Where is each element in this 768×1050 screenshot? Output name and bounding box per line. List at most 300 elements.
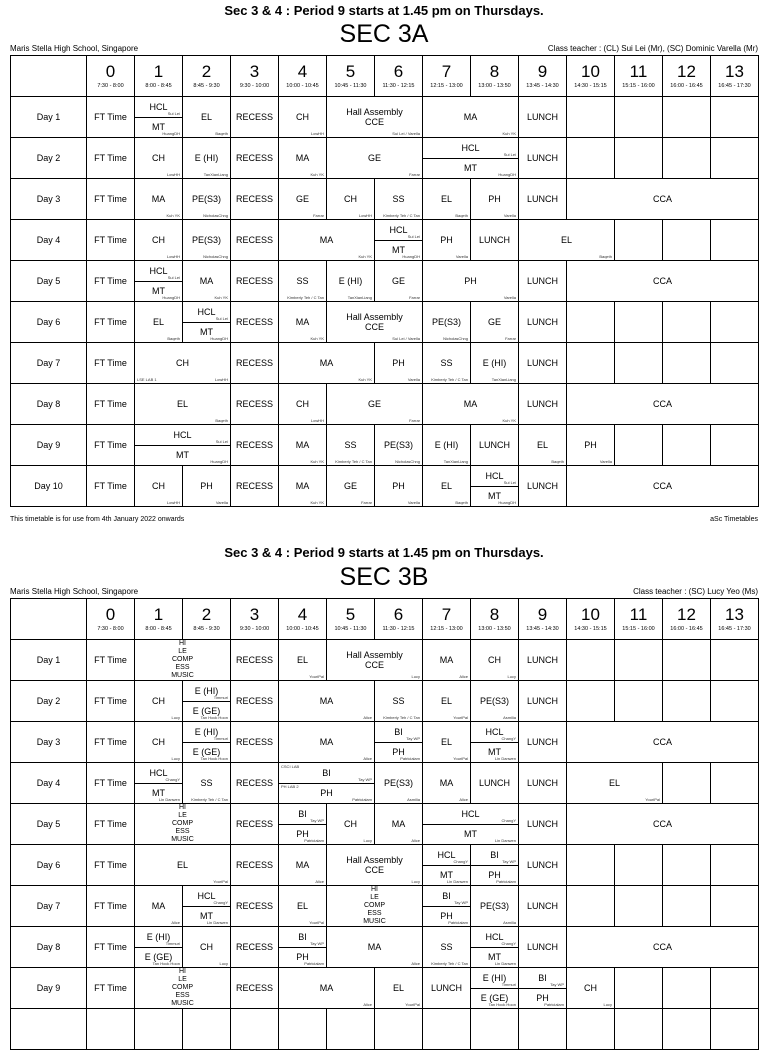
lesson-cell: GE Farrar xyxy=(279,179,327,220)
lesson-cell: SS Kimberly Teh / C Tan xyxy=(327,425,375,466)
day-row xyxy=(11,681,759,722)
empty-cell xyxy=(471,1009,519,1050)
class-title: SEC 3B xyxy=(339,563,429,591)
empty-cell xyxy=(711,845,759,886)
lesson-cell-split: BI Tay WP PH Patricialam xyxy=(519,968,567,1009)
lesson-cell: GE Farrar xyxy=(327,384,423,425)
lesson-cell: CH LowHH xyxy=(135,466,183,507)
lesson-cell-stack: HI LE COMP ESS MUSIC xyxy=(135,804,231,845)
lunch-cell: LUNCH xyxy=(471,763,519,804)
recess-cell: RECESS xyxy=(231,220,279,261)
day-label xyxy=(11,1009,87,1050)
lesson-cell-split: BI CSCI LAB Tay WP PH PH LAB 2 Patricialam xyxy=(279,763,375,804)
lesson-cell: PE(S3) NicholasChng xyxy=(423,302,471,343)
lesson-cell-split: BI Tay WP PH Patricialam xyxy=(279,927,327,968)
period-header: 1 8:00 - 8:45 xyxy=(135,599,183,640)
lunch-cell: LUNCH xyxy=(471,425,519,466)
lesson-cell-stack: HI LE COMP ESS MUSIC xyxy=(135,968,231,1009)
lunch-cell: LUNCH xyxy=(519,804,567,845)
period-header: 8 13:00 - 13:50 xyxy=(471,599,519,640)
empty-cell xyxy=(663,1009,711,1050)
cca-cell: CCA xyxy=(567,179,759,220)
timetable-sec3b xyxy=(10,598,759,1050)
lesson-cell: E (HI) TanXianLiang xyxy=(183,138,231,179)
day-row xyxy=(11,886,759,927)
footer-note: This timetable is for use from 4th January 2022 onwards xyxy=(10,516,185,523)
empty-cell xyxy=(663,138,711,179)
lesson-cell: PE(S3) Asmilia xyxy=(375,763,423,804)
lesson-cell: MA Kuh YK xyxy=(183,261,231,302)
cca-cell: CCA xyxy=(567,927,759,968)
period-header: 3 9:30 - 10:00 xyxy=(231,599,279,640)
lesson-cell: PE(S3) NicholasChng xyxy=(375,425,423,466)
empty-cell xyxy=(615,681,663,722)
lesson-cell: GE Farrar xyxy=(327,466,375,507)
period-header: 13 16:45 - 17:30 xyxy=(711,599,759,640)
lesson-cell: MA Alice xyxy=(279,681,375,722)
empty-cell xyxy=(567,845,615,886)
empty-cell xyxy=(231,1009,279,1050)
lesson-cell: EL Baqeth xyxy=(135,384,231,425)
empty-cell xyxy=(663,886,711,927)
day-label: Day 9 xyxy=(11,425,87,466)
lunch-cell: LUNCH xyxy=(519,97,567,138)
day-row xyxy=(11,220,759,261)
ft-time-cell: FT Time xyxy=(87,179,135,220)
empty-cell xyxy=(615,343,663,384)
ft-time-cell: FT Time xyxy=(87,97,135,138)
lesson-cell-split: HCL Sui Lei MT HuangDH xyxy=(423,138,519,179)
lesson-cell: Hall Assembly CCE Lucy xyxy=(327,640,423,681)
lesson-cell-split: HCL Sui Lei MT HuangDH xyxy=(375,220,423,261)
lesson-cell: EL YouriPal xyxy=(423,722,471,763)
period-header: 10 14:30 - 15:15 xyxy=(567,599,615,640)
recess-cell: RECESS xyxy=(231,97,279,138)
lesson-cell: CH LowHH xyxy=(135,220,183,261)
empty-cell xyxy=(567,343,615,384)
period-header: 12 16:00 - 16:45 xyxy=(663,56,711,97)
lesson-cell-split: HCL Sui Lei MT HuangDH xyxy=(183,302,231,343)
day-row xyxy=(11,179,759,220)
ft-time-cell: FT Time xyxy=(87,343,135,384)
day-row xyxy=(11,343,759,384)
period-header: 11 15:15 - 16:00 xyxy=(615,56,663,97)
lunch-cell: LUNCH xyxy=(519,384,567,425)
lesson-cell: CH LowHH xyxy=(135,138,183,179)
ft-time-cell: FT Time xyxy=(87,845,135,886)
empty-cell xyxy=(663,968,711,1009)
school-name: Maris Stella High School, Singapore xyxy=(10,587,139,596)
day-row xyxy=(11,968,759,1009)
empty-cell xyxy=(615,968,663,1009)
empty-cell xyxy=(711,343,759,384)
lesson-cell: PE(S3) Asmilia xyxy=(471,886,519,927)
lesson-cell: PE(S3) NicholasChng xyxy=(183,179,231,220)
cca-cell: CCA xyxy=(567,384,759,425)
lesson-cell: SS Kimberly Teh / C Tan xyxy=(375,179,423,220)
lesson-cell-split: E (HI) Timmuri E (GE) Tan Hock Hoon xyxy=(471,968,519,1009)
lesson-cell: EL YouriPal xyxy=(567,763,663,804)
lesson-cell: MA Kuh YK xyxy=(423,384,519,425)
day-label: Day 6 xyxy=(11,845,87,886)
lesson-cell: SS Kimberly Teh / C Tan xyxy=(183,763,231,804)
empty-cell xyxy=(423,1009,471,1050)
recess-cell: RECESS xyxy=(231,466,279,507)
lesson-cell-split: HCL ChangY MT Lin Danwen xyxy=(135,763,183,804)
lunch-cell: LUNCH xyxy=(519,179,567,220)
empty-cell xyxy=(663,845,711,886)
day-label: Day 9 xyxy=(11,968,87,1009)
lesson-cell: SS Kimberly Teh / C Tan xyxy=(423,343,471,384)
lunch-cell: LUNCH xyxy=(519,466,567,507)
lesson-cell: MA Alice xyxy=(279,968,375,1009)
lesson-cell-split: HCL Sui Lei MT HuangDH xyxy=(135,425,231,466)
period-header: 5 10:45 - 11:30 xyxy=(327,599,375,640)
lesson-cell: EL YouriPal xyxy=(279,886,327,927)
lesson-cell-split: HCL ChangY MT Lin Danwen xyxy=(471,722,519,763)
lesson-cell-split: BI Tay WP PH Patricialam xyxy=(279,804,327,845)
lesson-cell: E (HI) TanXianLiang xyxy=(327,261,375,302)
day-label: Day 4 xyxy=(11,763,87,804)
recess-cell: RECESS xyxy=(231,886,279,927)
lesson-cell: Hall Assembly CCE Sui Lei / Varella xyxy=(327,97,423,138)
lesson-cell: EL Baqeth xyxy=(135,302,183,343)
empty-cell xyxy=(183,1009,231,1050)
empty-cell xyxy=(567,138,615,179)
day-label: Day 1 xyxy=(11,97,87,138)
lesson-cell: CH Lucy xyxy=(135,722,183,763)
day-row xyxy=(11,466,759,507)
lunch-cell: LUNCH xyxy=(519,302,567,343)
class-teacher: Class teacher : (SC) Lucy Yeo (Ms) xyxy=(633,587,758,596)
period-header: 9 13:45 - 14:30 xyxy=(519,56,567,97)
ft-time-cell: FT Time xyxy=(87,763,135,804)
school-name: Maris Stella High School, Singapore xyxy=(10,44,139,53)
empty-cell xyxy=(663,640,711,681)
lesson-cell: PE(S3) Asmilia xyxy=(471,681,519,722)
lesson-cell: EL Baqeth xyxy=(423,179,471,220)
lesson-cell: EL Baqeth xyxy=(519,425,567,466)
period-header: 6 11:30 - 12:15 xyxy=(375,56,423,97)
corner-cell xyxy=(11,56,87,97)
lesson-cell: PH Varella xyxy=(471,179,519,220)
cca-cell: CCA xyxy=(567,466,759,507)
lesson-cell: MA Kuh YK xyxy=(423,97,519,138)
lesson-cell: MA Kuh YK xyxy=(135,179,183,220)
empty-cell xyxy=(615,886,663,927)
period-header: 2 8:45 - 9:30 xyxy=(183,56,231,97)
period-header: 1 8:00 - 8:45 xyxy=(135,56,183,97)
day-label: Day 1 xyxy=(11,640,87,681)
day-row xyxy=(11,425,759,466)
empty-cell xyxy=(615,1009,663,1050)
ft-time-cell: FT Time xyxy=(87,804,135,845)
lunch-cell: LUNCH xyxy=(519,845,567,886)
ft-time-cell: FT Time xyxy=(87,384,135,425)
timetable-sec3a xyxy=(10,55,759,507)
lesson-cell: CH Lucy xyxy=(327,804,375,845)
lesson-cell: EL YouriPal xyxy=(375,968,423,1009)
lesson-cell: MA Alice xyxy=(423,640,471,681)
period-header: 4 10:00 - 10:45 xyxy=(279,599,327,640)
lesson-cell: MA Kuh YK xyxy=(279,425,327,466)
recess-cell: RECESS xyxy=(231,722,279,763)
period-header: 6 11:30 - 12:15 xyxy=(375,599,423,640)
lunch-cell: LUNCH xyxy=(519,763,567,804)
corner-cell xyxy=(11,599,87,640)
day-row xyxy=(11,138,759,179)
period-header: 9 13:45 - 14:30 xyxy=(519,599,567,640)
empty-cell xyxy=(327,1009,375,1050)
lesson-cell: EL YouriPal xyxy=(423,681,471,722)
lesson-cell: PH Varella xyxy=(375,466,423,507)
period-header-row xyxy=(11,56,759,97)
lesson-cell: CH LowHH xyxy=(327,179,375,220)
lesson-cell: SS Kimberly Teh / C Tan xyxy=(279,261,327,302)
ft-time-cell: FT Time xyxy=(87,886,135,927)
footer-brand: aSc Timetables xyxy=(710,516,758,523)
recess-cell: RECESS xyxy=(231,425,279,466)
empty-cell xyxy=(615,845,663,886)
lesson-cell: CH Lucy xyxy=(567,968,615,1009)
lesson-cell: E (HI) TanXianLiang xyxy=(423,425,471,466)
lesson-cell: EL Baqeth xyxy=(423,466,471,507)
period-header: 12 16:00 - 16:45 xyxy=(663,599,711,640)
recess-cell: RECESS xyxy=(231,927,279,968)
day-label: Day 4 xyxy=(11,220,87,261)
lesson-cell-split: HCL Sui Lei MT HuangDH xyxy=(135,97,183,138)
lesson-cell: MA Kuh YK xyxy=(279,343,375,384)
empty-cell xyxy=(615,425,663,466)
lesson-cell-split: E (HI) Timmuri E (GE) Tan Hock Hoon xyxy=(135,927,183,968)
empty-cell xyxy=(567,886,615,927)
lesson-cell: CH LowHH xyxy=(279,384,327,425)
lesson-cell-split: E (HI) Timmuri E (GE) Tan Hock Hoon xyxy=(183,722,231,763)
ft-time-cell: FT Time xyxy=(87,302,135,343)
day-label: Day 5 xyxy=(11,261,87,302)
day-label: Day 3 xyxy=(11,722,87,763)
lesson-cell-split: HCL Sui Lei MT HuangDH xyxy=(471,466,519,507)
cca-cell: CCA xyxy=(567,804,759,845)
empty-cell xyxy=(567,302,615,343)
lesson-cell-split: HCL ChangY MT Lin Danwen xyxy=(423,804,519,845)
lesson-cell: Hall Assembly CCE Sui Lei / Varella xyxy=(327,302,423,343)
empty-cell xyxy=(711,97,759,138)
empty-cell xyxy=(87,1009,135,1050)
empty-cell xyxy=(615,138,663,179)
empty-cell xyxy=(663,97,711,138)
lesson-cell-split: HCL ChangY MT Lin Danwen xyxy=(423,845,471,886)
day-label: Day 5 xyxy=(11,804,87,845)
empty-cell xyxy=(663,425,711,466)
recess-cell: RECESS xyxy=(231,640,279,681)
lesson-cell: CH LowHH xyxy=(279,97,327,138)
lesson-cell: E (HI) TanXianLiang xyxy=(471,343,519,384)
empty-cell xyxy=(711,138,759,179)
lesson-cell: EL Baqeth xyxy=(519,220,615,261)
ft-time-cell: FT Time xyxy=(87,425,135,466)
lunch-cell: LUNCH xyxy=(519,681,567,722)
lesson-cell: MA Alice xyxy=(279,845,327,886)
lesson-cell: SS Kimberly Teh / C Tan xyxy=(423,927,471,968)
recess-cell: RECESS xyxy=(231,681,279,722)
lunch-cell: LUNCH xyxy=(519,640,567,681)
recess-cell: RECESS xyxy=(231,343,279,384)
period-header: 0 7:30 - 8:00 xyxy=(87,599,135,640)
lesson-cell: MA Alice xyxy=(279,722,375,763)
day-row xyxy=(11,1009,759,1050)
day-row xyxy=(11,302,759,343)
lunch-cell: LUNCH xyxy=(423,968,471,1009)
lesson-cell: SS Kimberly Teh / C Tan xyxy=(375,681,423,722)
lesson-cell: MA Alice xyxy=(375,804,423,845)
period-header: 3 9:30 - 10:00 xyxy=(231,56,279,97)
period-header: 5 10:45 - 11:30 xyxy=(327,56,375,97)
ft-time-cell: FT Time xyxy=(87,722,135,763)
period-header: 0 7:30 - 8:00 xyxy=(87,56,135,97)
lesson-cell: EL Baqeth xyxy=(183,97,231,138)
lesson-cell: CH Lucy xyxy=(471,640,519,681)
day-row xyxy=(11,640,759,681)
lesson-cell: PH Varella xyxy=(423,261,519,302)
ft-time-cell: FT Time xyxy=(87,138,135,179)
period-notice: Sec 3 & 4 : Period 9 starts at 1.45 pm on Thursdays. xyxy=(224,3,544,18)
lesson-cell: MA Kuh YK xyxy=(279,138,327,179)
empty-cell xyxy=(615,640,663,681)
period-header: 13 16:45 - 17:30 xyxy=(711,56,759,97)
period-header: 2 8:45 - 9:30 xyxy=(183,599,231,640)
period-header: 11 15:15 - 16:00 xyxy=(615,599,663,640)
class-title: SEC 3A xyxy=(339,20,429,48)
lunch-cell: LUNCH xyxy=(519,138,567,179)
lesson-cell-split: HCL ChangY MT Lin Danwen xyxy=(183,886,231,927)
empty-cell xyxy=(711,681,759,722)
empty-cell xyxy=(711,640,759,681)
day-row xyxy=(11,763,759,804)
recess-cell: RECESS xyxy=(231,804,279,845)
empty-cell xyxy=(567,97,615,138)
class-teacher: Class teacher : (CL) Sui Lei (Mr), (SC) Dominic Varella (Mr) xyxy=(547,44,758,53)
empty-cell xyxy=(711,1009,759,1050)
day-label: Day 7 xyxy=(11,886,87,927)
day-label: Day 10 xyxy=(11,466,87,507)
lesson-cell: CH Lucy xyxy=(183,927,231,968)
empty-cell xyxy=(711,763,759,804)
empty-cell xyxy=(711,425,759,466)
cca-cell: CCA xyxy=(567,261,759,302)
lesson-cell: GE Farrar xyxy=(327,138,423,179)
empty-cell xyxy=(567,640,615,681)
lesson-cell: PH Varella xyxy=(567,425,615,466)
empty-cell xyxy=(375,1009,423,1050)
empty-cell xyxy=(615,220,663,261)
lesson-cell: MA Alice xyxy=(135,886,183,927)
recess-cell: RECESS xyxy=(231,384,279,425)
empty-cell xyxy=(711,968,759,1009)
empty-cell xyxy=(711,220,759,261)
ft-time-cell: FT Time xyxy=(87,968,135,1009)
lesson-cell-stack: HI LE COMP ESS MUSIC xyxy=(327,886,423,927)
lesson-cell-split: E (HI) Timmuri E (GE) Tan Hock Hoon xyxy=(183,681,231,722)
lesson-cell: EL YouriPal xyxy=(135,845,231,886)
recess-cell: RECESS xyxy=(231,968,279,1009)
lesson-cell: MA Kuh YK xyxy=(279,220,375,261)
day-label: Day 2 xyxy=(11,681,87,722)
empty-cell xyxy=(615,302,663,343)
empty-cell xyxy=(663,681,711,722)
day-row xyxy=(11,845,759,886)
lesson-cell: PH Varella xyxy=(423,220,471,261)
period-header: 8 13:00 - 13:50 xyxy=(471,56,519,97)
empty-cell xyxy=(663,302,711,343)
day-row xyxy=(11,722,759,763)
ft-time-cell: FT Time xyxy=(87,681,135,722)
recess-cell: RECESS xyxy=(231,179,279,220)
empty-cell xyxy=(711,302,759,343)
lesson-cell-split: BI Tay WP PH Patricialam xyxy=(375,722,423,763)
empty-cell xyxy=(711,886,759,927)
empty-cell xyxy=(663,763,711,804)
day-label: Day 6 xyxy=(11,302,87,343)
ft-time-cell: FT Time xyxy=(87,640,135,681)
lesson-cell-split: BI Tay WP PH Patricialam xyxy=(423,886,471,927)
recess-cell: RECESS xyxy=(231,302,279,343)
empty-cell xyxy=(279,1009,327,1050)
lunch-cell: LUNCH xyxy=(519,261,567,302)
period-header: 4 10:00 - 10:45 xyxy=(279,56,327,97)
ft-time-cell: FT Time xyxy=(87,220,135,261)
day-row xyxy=(11,97,759,138)
lesson-cell: EL YouriPal xyxy=(279,640,327,681)
lesson-cell-split: BI Tay WP PH Patricialam xyxy=(471,845,519,886)
lesson-cell: MA Alice xyxy=(423,763,471,804)
lesson-cell: PH Varella xyxy=(375,343,423,384)
lesson-cell: MA Alice xyxy=(327,927,423,968)
lesson-cell: GE Farrar xyxy=(471,302,519,343)
lesson-cell-split: HCL ChangY MT Lin Danwen xyxy=(471,927,519,968)
lunch-cell: LUNCH xyxy=(519,722,567,763)
lesson-cell-stack: HI LE COMP ESS MUSIC xyxy=(135,640,231,681)
empty-cell xyxy=(135,1009,183,1050)
lunch-cell: LUNCH xyxy=(519,886,567,927)
lesson-cell: CH Lucy xyxy=(135,681,183,722)
ft-time-cell: FT Time xyxy=(87,466,135,507)
empty-cell xyxy=(567,1009,615,1050)
lunch-cell: LUNCH xyxy=(519,343,567,384)
day-label: Day 2 xyxy=(11,138,87,179)
lesson-cell: Hall Assembly CCE Lucy xyxy=(327,845,423,886)
empty-cell xyxy=(567,681,615,722)
cca-cell: CCA xyxy=(567,722,759,763)
empty-cell xyxy=(615,97,663,138)
ft-time-cell: FT Time xyxy=(87,927,135,968)
empty-cell xyxy=(663,220,711,261)
day-label: Day 8 xyxy=(11,927,87,968)
day-label: Day 8 xyxy=(11,384,87,425)
period-header: 7 12:15 - 13:00 xyxy=(423,56,471,97)
lesson-cell: MA Kuh YK xyxy=(279,466,327,507)
day-label: Day 7 xyxy=(11,343,87,384)
day-row xyxy=(11,261,759,302)
recess-cell: RECESS xyxy=(231,138,279,179)
day-row xyxy=(11,384,759,425)
period-notice: Sec 3 & 4 : Period 9 starts at 1.45 pm on Thursdays. xyxy=(224,545,544,560)
day-row xyxy=(11,927,759,968)
lesson-cell: GE Farrar xyxy=(375,261,423,302)
period-header-row xyxy=(11,599,759,640)
day-row xyxy=(11,804,759,845)
period-header: 7 12:15 - 13:00 xyxy=(423,599,471,640)
